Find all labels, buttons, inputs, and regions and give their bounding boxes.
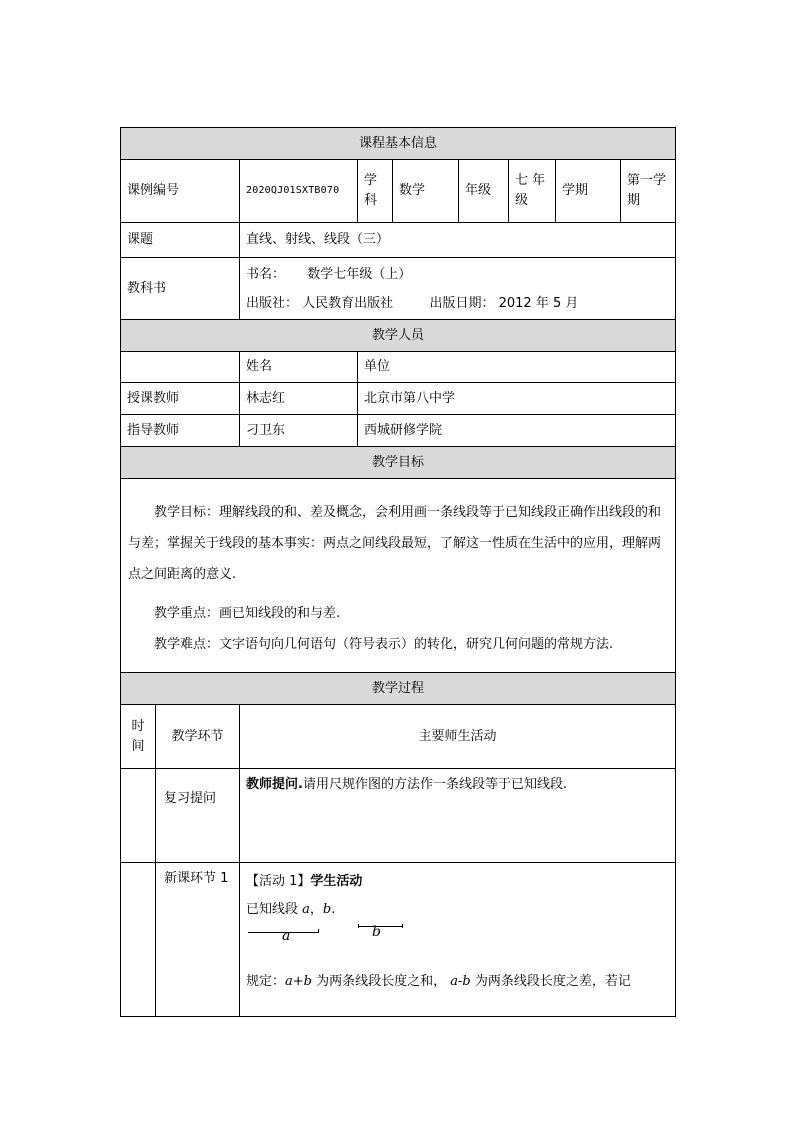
publisher-value: 人民教育出版社 xyxy=(302,295,394,311)
process-col-activity: 主要师生活动 xyxy=(240,705,676,769)
course-info-table xyxy=(120,127,676,1017)
segment-a-end-tick xyxy=(318,929,319,933)
segment-b-end-tick xyxy=(402,924,403,928)
subject-label-line-1: 学 xyxy=(364,173,378,188)
process-stage: 新课环节 1 xyxy=(156,863,240,1017)
key-points-paragraph: 教学重点：画已知线段的和与差. xyxy=(154,606,341,621)
process-stage: 复习提问 xyxy=(156,769,240,863)
goals-body xyxy=(121,479,676,673)
pubdate-label: 出版日期： xyxy=(429,295,495,311)
process-col-stage: 教学环节 xyxy=(156,705,240,769)
book-name-value: 数学七年级（上） xyxy=(307,266,412,282)
term-value-line-2: 期 xyxy=(627,193,641,208)
rule-prefix: 规定： xyxy=(246,974,286,989)
grade-value-line-1: 七 年 xyxy=(515,173,546,188)
activity-title-text: 学生活动 xyxy=(310,874,363,889)
staff-header-empty xyxy=(121,352,240,383)
activity-title xyxy=(246,868,669,896)
var-b: b xyxy=(322,902,332,917)
known-text: 已知线段 xyxy=(246,902,303,917)
section-header-goals: 教学目标 xyxy=(121,447,676,479)
staff-role: 指导教师 xyxy=(121,415,240,447)
teacher-question-label: 教师提问. xyxy=(246,777,303,792)
comma: ， xyxy=(309,902,323,917)
book-name-line xyxy=(246,260,669,289)
process-time-cell xyxy=(121,863,156,1017)
rule-mid: 为两条线段长度之和， xyxy=(311,974,451,989)
process-col-time-line-1: 时 xyxy=(131,718,145,734)
term-value xyxy=(621,160,676,223)
table-row xyxy=(121,383,676,415)
process-time-cell xyxy=(121,769,156,863)
goals-paragraph: 教学目标：理解线段的和、差及概念，会利用画一条线段等于已知线段正确作出线段的和与差；掌握关于线段的基本事实：两点之间线段最短，了解这一性质在生活中的应用，理解两点之间距离的意义. xyxy=(128,505,662,582)
staff-header-name: 姓名 xyxy=(240,352,358,383)
table-row xyxy=(121,769,676,863)
publisher-line xyxy=(246,289,669,318)
process-col-time xyxy=(121,705,156,769)
topic-value: 直线、射线、线段（三） xyxy=(240,223,676,258)
section-header-staff: 教学人员 xyxy=(121,320,676,352)
expr-sum: a+b xyxy=(285,974,312,989)
grade-value xyxy=(509,160,556,223)
process-col-time-line-2: 间 xyxy=(131,738,145,754)
activity-bracket: 【活动 1】 xyxy=(246,874,311,889)
staff-role: 授课教师 xyxy=(121,383,240,415)
topic-label: 课题 xyxy=(121,223,240,258)
pubdate-value: 2012 年 5 月 xyxy=(498,295,579,311)
grade-label: 年级 xyxy=(459,160,509,223)
table-row xyxy=(121,863,676,1017)
grade-value-line-2: 级 xyxy=(515,193,529,208)
var-a: a xyxy=(302,902,310,917)
teacher-question-text: 请用尺规作图的方法作一条线段等于已知线段. xyxy=(302,777,568,792)
textbook-details xyxy=(240,258,676,320)
subject-label-line-2: 科 xyxy=(364,193,378,208)
rule-end: 为两条线段长度之差，若记 xyxy=(470,974,631,989)
segment-b-label: b xyxy=(372,924,381,940)
textbook-label: 教科书 xyxy=(121,258,240,320)
segment-b-start-tick xyxy=(358,924,359,928)
known-segments-line xyxy=(246,896,669,924)
publisher-label: 出版社： xyxy=(246,295,299,311)
expr-diff: a-b xyxy=(450,974,471,989)
case-id-value: 2020QJ01SXTB070 xyxy=(240,160,358,223)
difficulties-paragraph: 教学难点：文字语句向几何语句（符号表示）的转化，研究几何问题的常规方法. xyxy=(154,637,614,652)
segment-figure xyxy=(246,924,669,968)
subject-label xyxy=(358,160,393,223)
staff-name: 林志红 xyxy=(240,383,358,415)
staff-name: 刁卫东 xyxy=(240,415,358,447)
process-activity xyxy=(240,769,676,863)
book-name-label: 书名： xyxy=(246,266,286,282)
subject-value: 数学 xyxy=(393,160,459,223)
staff-header-unit: 单位 xyxy=(358,352,676,383)
case-id-label: 课例编号 xyxy=(121,160,240,223)
period: . xyxy=(331,902,336,917)
staff-unit: 西城研修学院 xyxy=(358,415,676,447)
section-header-basic-info: 课程基本信息 xyxy=(121,128,676,160)
term-value-line-1: 第一学 xyxy=(627,173,667,188)
segment-a-label: a xyxy=(282,928,291,944)
table-row xyxy=(121,415,676,447)
staff-unit: 北京市第八中学 xyxy=(358,383,676,415)
section-header-process: 教学过程 xyxy=(121,673,676,705)
term-label: 学期 xyxy=(556,160,621,223)
process-activity xyxy=(240,863,676,1017)
rule-line xyxy=(246,968,669,996)
